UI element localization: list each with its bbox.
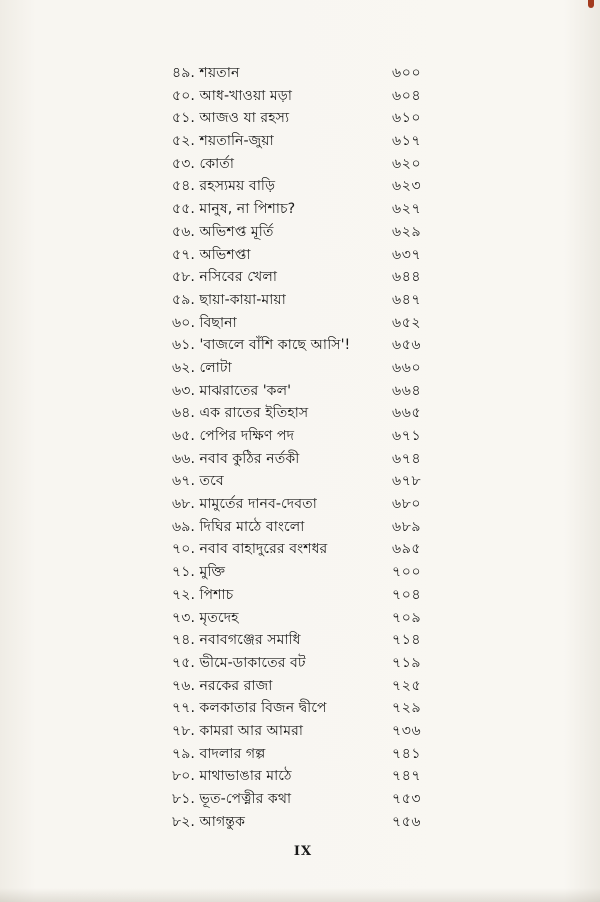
- toc-entry: [172, 130, 432, 153]
- page-bottom-shadow: [0, 888, 600, 902]
- toc-entry-page-number: ৬৬০: [392, 359, 422, 376]
- toc-entry-page-number: ৭৫৩: [392, 791, 422, 807]
- toc-entry: [172, 380, 432, 403]
- toc-entry: [172, 629, 432, 652]
- toc-entry-title: ৮২. আগন্তুক: [172, 813, 246, 830]
- toc-entry-title: ৭৭. কলকাতার বিজন দ্বীপে: [172, 700, 327, 717]
- page-folio: IX: [293, 844, 313, 859]
- toc-entry: [172, 85, 432, 108]
- page-corner-mark: [588, 0, 594, 8]
- toc-entry-title: ৭৩. মৃতদেহ: [172, 609, 239, 626]
- toc-entry-title: ৬০. বিছানা: [172, 314, 237, 331]
- toc-entry-page-number: ৭৩৬: [392, 722, 422, 739]
- toc-entry: [172, 266, 432, 289]
- toc-entry-title: ৬৯. দিঘির মাঠে বাংলো: [172, 518, 305, 535]
- toc-entry-page-number: ৬৪৭: [392, 291, 422, 308]
- toc-entry-page-number: ৬৮৯: [392, 518, 422, 535]
- toc-entry-title: ৮১. ভূত-পেত্নীর কথা: [172, 791, 292, 807]
- toc-entry-title: ৭৬. নরকের রাজা: [172, 677, 273, 694]
- toc-entry-page-number: ৭৪৭: [392, 768, 422, 785]
- toc-entry-title: ৫৩. কোর্তা: [172, 155, 235, 172]
- toc-entry-title: ৫৬. অভিশপ্ত মূর্তি: [172, 223, 274, 240]
- toc-entry-page-number: ৬৭১: [392, 428, 422, 444]
- toc-entry-title: ৫২. শয়তানি-জুয়া: [172, 133, 274, 150]
- toc-entry: [172, 788, 432, 811]
- toc-entry-page-number: ৬৬৫: [392, 405, 422, 422]
- toc-entry-page-number: ৭১৪: [392, 632, 422, 649]
- toc-entry-page-number: ৭২৯: [392, 700, 422, 717]
- toc-entry-title: ৭১. মুক্তি: [172, 564, 226, 581]
- toc-entry-page-number: ৬৫৬: [392, 337, 422, 354]
- toc-entry: [172, 175, 432, 198]
- toc-entry: [172, 221, 432, 244]
- toc-entry-page-number: ৭৪১: [392, 745, 422, 762]
- toc-entry-title: ৫০. আধ-খাওয়া মড়া: [172, 87, 293, 104]
- toc-entry: [172, 675, 432, 698]
- toc-entry-title: ৬৬. নবাব কুঠির নর্তকী: [172, 450, 300, 467]
- toc-entry-title: ৭০. নবাব বাহাদুরের বংশধর: [172, 541, 328, 558]
- toc-entry: [172, 107, 432, 130]
- toc-entry-page-number: ৬২৯: [392, 223, 422, 240]
- toc-entry: [172, 811, 432, 834]
- toc-entry: [172, 538, 432, 561]
- toc-entry: [172, 607, 432, 630]
- toc-entry-title: ৫১. আজও যা রহস্য: [172, 110, 290, 127]
- toc-entry-title: ৬৭. তবে: [172, 473, 224, 490]
- toc-entry: [172, 470, 432, 493]
- toc-entry-page-number: ৭০৪: [392, 586, 422, 603]
- toc-entry: [172, 448, 432, 471]
- toc-entry-page-number: ৬০০: [392, 65, 422, 81]
- toc-entry: [172, 516, 432, 539]
- toc-entry-title: ৫৮. নসিবের খেলা: [172, 269, 278, 286]
- toc-entry-title: ৬৮. মামুর্তের দানব-দেবতা: [172, 496, 317, 513]
- toc-entry-page-number: ৬৩৭: [392, 246, 422, 263]
- toc-entry: [172, 153, 432, 176]
- toc-entry-page-number: ৭০০: [392, 564, 422, 581]
- toc-entry: [172, 312, 432, 335]
- toc-entry-title: ৪৯. শয়তান: [172, 65, 240, 81]
- toc-entry-page-number: ৬১০: [392, 110, 422, 127]
- toc-entry-title: ৬৩. মাঝরাতের 'কল': [172, 382, 292, 399]
- toc-entry: [172, 425, 432, 448]
- toc-entry-page-number: ৭১৯: [392, 654, 422, 671]
- toc-entry-title: ৭৫. ভীমে-ডাকাতের বট: [172, 654, 306, 671]
- toc-entry-page-number: ৭০৯: [392, 609, 422, 626]
- toc-entry: [172, 720, 432, 743]
- toc-entry-title: ৭৯. বাদলার গল্প: [172, 745, 266, 762]
- toc-entry-title: ৭৮. কামরা আর আমরা: [172, 722, 304, 739]
- toc-entry: [172, 493, 432, 516]
- toc-entry-title: ৬৪. এক রাতের ইতিহাস: [172, 405, 309, 422]
- toc-entry: [172, 561, 432, 584]
- toc-entry-title: ৬২. লোটা: [172, 359, 232, 376]
- toc-entry: [172, 584, 432, 607]
- toc-entry: [172, 244, 432, 267]
- toc-entry-page-number: ৬৬৪: [392, 382, 422, 399]
- toc-entry-page-number: ৬৮০: [392, 496, 422, 513]
- toc-entry: [172, 402, 432, 425]
- toc-entry-page-number: ৬৭৪: [392, 450, 422, 467]
- toc-entry-title: ৭২. পিশাচ: [172, 586, 234, 603]
- toc-entry: [172, 62, 432, 85]
- toc-entry-title: ৫৯. ছায়া-কায়া-মায়া: [172, 291, 286, 308]
- toc-entry: [172, 289, 432, 312]
- toc-entry: [172, 198, 432, 221]
- toc-entry-title: ৭৪. নবাবগঞ্জের সমাধি: [172, 632, 301, 649]
- toc-entry: [172, 334, 432, 357]
- toc-entry-page-number: ৬৭৮: [392, 473, 422, 490]
- toc-entry-title: ৮০. মাথাভাঙার মাঠে: [172, 768, 292, 785]
- toc-entry: [172, 357, 432, 380]
- toc-entry: [172, 652, 432, 675]
- toc-entry-title: ৫৫. মানুষ, না পিশাচ?: [172, 201, 296, 218]
- toc-entry-page-number: ৭২৫: [392, 677, 422, 694]
- toc-entry-title: ৬৫. পেপির দক্ষিণ পদ: [172, 428, 295, 444]
- toc-entry: [172, 743, 432, 766]
- table-of-contents: [172, 62, 432, 833]
- toc-entry-title: ৬১. 'বাজলে বাঁশি কাছে আসি'!: [172, 337, 351, 354]
- toc-entry-page-number: ৬২০: [392, 155, 422, 172]
- toc-entry: [172, 765, 432, 788]
- toc-entry-page-number: ৭৫৬: [392, 813, 422, 830]
- toc-entry-page-number: ৬৫২: [392, 314, 422, 331]
- toc-entry-page-number: ৬১৭: [392, 133, 422, 150]
- toc-entry-page-number: ৬৪৪: [392, 269, 422, 286]
- toc-entry-page-number: ৬২৩: [392, 178, 422, 195]
- toc-entry: [172, 697, 432, 720]
- toc-entry-title: ৫৭. অভিশপ্তা: [172, 246, 251, 263]
- toc-entry-page-number: ৬২৭: [392, 201, 422, 218]
- toc-entry-page-number: ৬৯৫: [392, 541, 422, 558]
- toc-entry-title: ৫৪. রহস্যময় বাড়ি: [172, 178, 276, 195]
- toc-entry-page-number: ৬০৪: [392, 87, 422, 104]
